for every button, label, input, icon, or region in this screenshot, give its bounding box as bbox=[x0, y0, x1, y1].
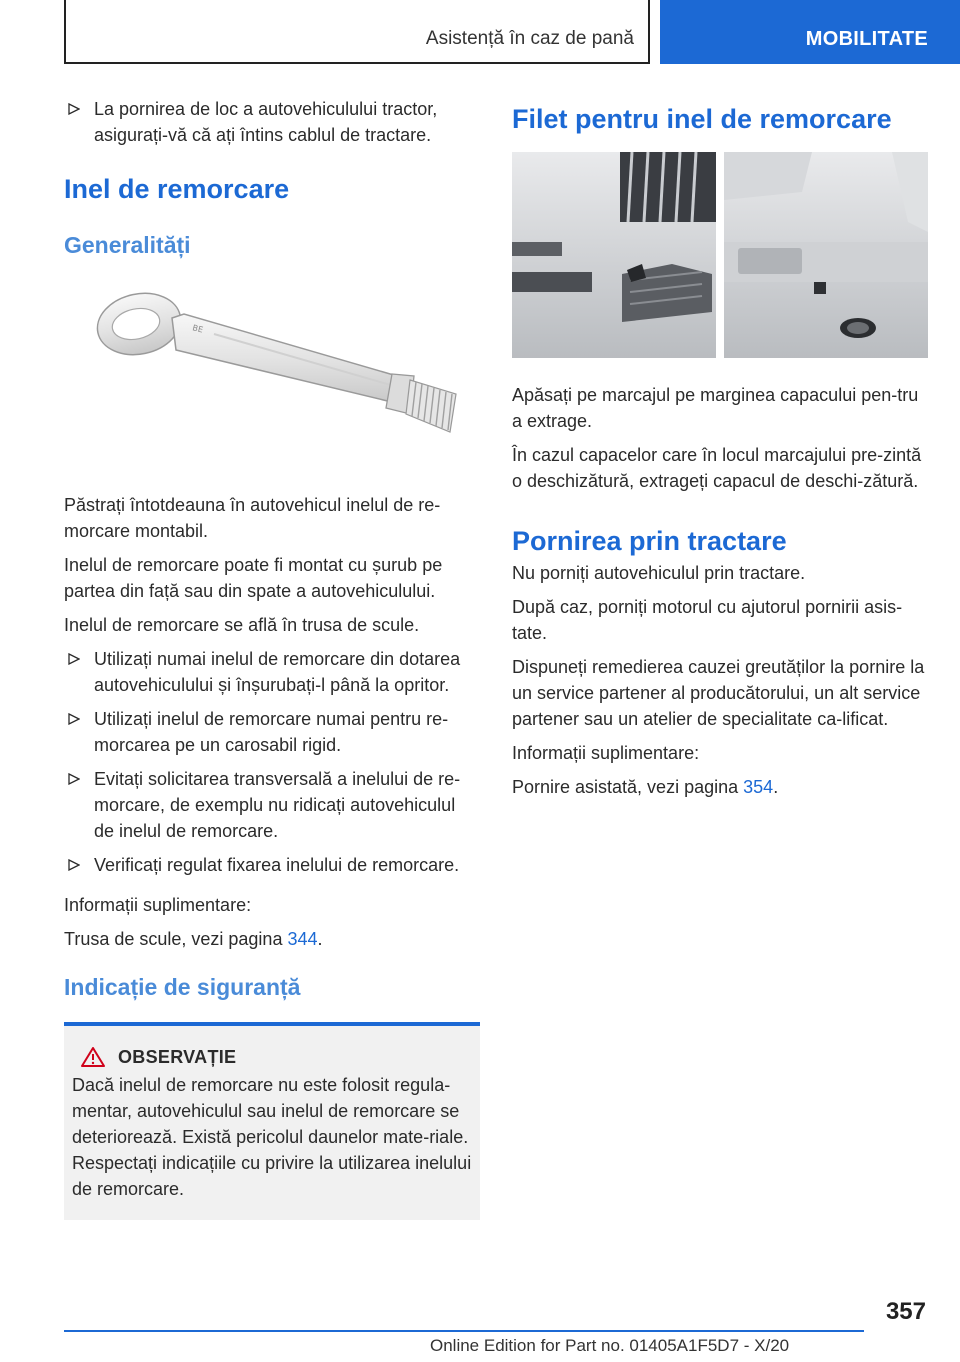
ref-page-link[interactable]: 354 bbox=[743, 777, 774, 797]
paragraph: În cazul capacelor care în locul marcajului pre-zintă o deschizătură, extrageți capacul de deschi-zătură. bbox=[512, 445, 922, 491]
paragraph: Păstrați întotdeauna în autovehicul inelul de re-morcare montabil. bbox=[64, 495, 441, 541]
cross-reference bbox=[64, 926, 480, 952]
warning-text: Dacă inelul de remorcare nu este folosit regula-mentar, autovehiculul sau inelul de remorcare se deteriorează. Există pericolul daunelor mate-riale. Respectați indicațiile cu privire la utilizarea inelului de remorcare. bbox=[72, 1075, 472, 1199]
right-column bbox=[512, 96, 928, 808]
paragraph: Nu porniți autovehiculul prin tractare. bbox=[512, 563, 806, 583]
info-label: Informații suplimentare: bbox=[64, 895, 252, 915]
ref-dot: . bbox=[773, 777, 779, 797]
list-item-text: Utilizați numai inelul de remorcare din dotarea autovehiculului și înșurubați-l până la opritor. bbox=[94, 649, 461, 695]
bumper-photo-image bbox=[512, 152, 928, 358]
cross-reference bbox=[512, 774, 928, 800]
section-heading-tow-start: Pornirea prin tractare bbox=[512, 526, 787, 556]
subheading-general: Generalități bbox=[64, 232, 191, 258]
list-item-text: Utilizați inelul de remorcare numai pentru re-morcarea pe un carosabil rigid. bbox=[94, 709, 449, 755]
list-item-text: La pornirea de loc a autovehiculului tractor, asigurați-vă că ați întins cablul de tractare. bbox=[94, 99, 438, 145]
warning-title: OBSERVAȚIE bbox=[118, 1046, 237, 1067]
list-item-text: Verificați regulat fixarea inelului de remorcare. bbox=[94, 855, 460, 875]
tow-ring-image bbox=[64, 282, 480, 462]
paragraph: Apăsați pe marcajul pe marginea capacului pen-tru a extrage. bbox=[512, 385, 919, 431]
chapter-title: Asistență în caz de pană bbox=[425, 28, 634, 49]
paragraph: Dispuneți remedierea cauzei greutăților la pornire la un service partener al producătorului, un alt service partener sau un atelier de specialitate ca-lificat. bbox=[512, 657, 925, 729]
paragraph: După caz, porniți motorul cu ajutorul pornirii asis-tate. bbox=[512, 597, 903, 643]
section-heading-tow-ring: Inel de remorcare bbox=[64, 174, 290, 204]
edition-text: Online Edition for Part no. 01405A1F5D7 - X/20 bbox=[430, 1336, 790, 1355]
list-item-text: Evitați solicitarea transversală a inelului de re-morcare, de exemplu nu ridicați autovehiculul de inelul de remorcare. bbox=[94, 769, 461, 841]
section-title: MOBILITATE bbox=[805, 28, 928, 50]
warning-header bbox=[72, 1046, 472, 1068]
bullet-triangle-icon bbox=[68, 773, 80, 785]
section-heading-tow-thread: Filet pentru inel de remorcare bbox=[512, 104, 892, 134]
bumper-cover-photos bbox=[512, 152, 928, 358]
usage-list bbox=[64, 646, 480, 878]
list-item bbox=[64, 852, 480, 878]
left-column bbox=[64, 96, 480, 1220]
intro-list bbox=[64, 96, 480, 148]
section-tab bbox=[660, 0, 960, 64]
warning-box bbox=[64, 1022, 480, 1220]
list-item bbox=[64, 96, 480, 148]
ref-dot: . bbox=[317, 929, 323, 949]
ref-text: Pornire asistată, vezi pagina bbox=[512, 777, 739, 797]
page-number: 357 bbox=[885, 1298, 926, 1325]
list-item bbox=[64, 646, 480, 698]
bullet-triangle-icon bbox=[68, 713, 80, 725]
footer-rule bbox=[64, 1330, 864, 1332]
warning-triangle-icon bbox=[80, 1046, 106, 1068]
bullet-triangle-icon bbox=[68, 653, 80, 665]
bullet-triangle-icon bbox=[68, 103, 80, 115]
tow-ring-illustration bbox=[64, 282, 480, 462]
list-item bbox=[64, 706, 480, 758]
paragraph: Inelul de remorcare se află în trusa de scule. bbox=[64, 615, 420, 635]
ref-page-link[interactable]: 344 bbox=[287, 929, 318, 949]
subheading-safety: Indicație de siguranță bbox=[64, 974, 301, 1000]
bullet-triangle-icon bbox=[68, 859, 80, 871]
ref-text: Trusa de scule, vezi pagina bbox=[64, 929, 283, 949]
svg-text:BE: BE bbox=[191, 323, 204, 335]
list-item bbox=[64, 766, 480, 844]
paragraph: Inelul de remorcare poate fi montat cu șurub pe partea din față sau din spate a autovehiculului. bbox=[64, 555, 443, 601]
info-label: Informații suplimentare: bbox=[512, 743, 700, 763]
header-chapter-frame bbox=[64, 0, 650, 64]
